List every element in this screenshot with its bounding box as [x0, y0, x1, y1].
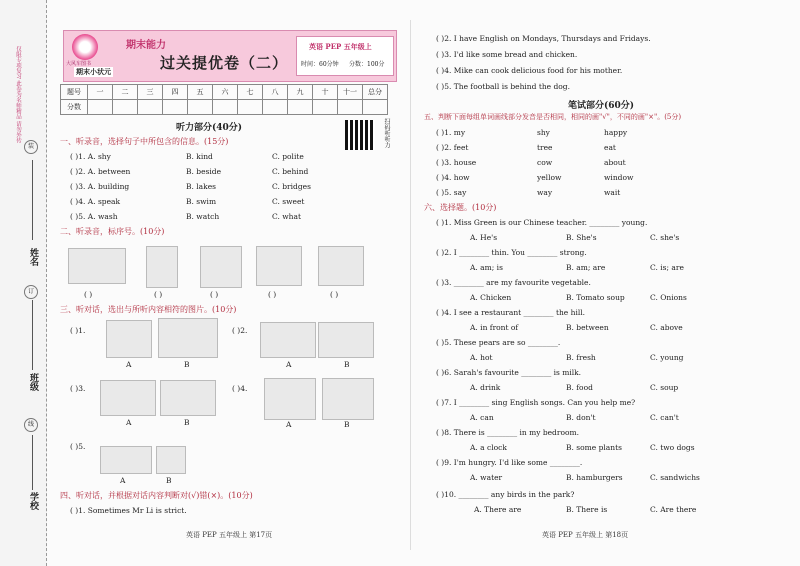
score-cell[interactable] — [263, 100, 288, 115]
logo-caption: 大风车图书 — [66, 61, 92, 67]
sec6-q5: ( )5. These pears are so ________. — [436, 338, 561, 347]
sec2-paren[interactable]: ( ) — [330, 290, 339, 299]
score-cell[interactable] — [188, 100, 213, 115]
qr-caption: 扫码听听力 — [383, 118, 390, 148]
sec4-q4: ( )4. Mike can cook delicious food for his mother. — [436, 66, 623, 75]
score-cell[interactable] — [288, 100, 313, 115]
sec1-q2-b: B. beside — [186, 167, 222, 176]
sec1-q4-c: C. sweet — [272, 197, 305, 206]
sec3-q3-picture-b — [160, 380, 216, 416]
sec6-q2: ( )2. I ________ thin. You ________ strong. — [436, 248, 587, 257]
page-footer-right: 英语 PEP 五年级上 第18页 — [542, 531, 629, 539]
sec3-q3-picture-a — [100, 380, 156, 416]
option-a-label: A — [286, 360, 292, 369]
score-col: 七 — [238, 85, 263, 100]
score-cell[interactable] — [88, 100, 113, 115]
sec6-q1-c: C. she's — [650, 233, 680, 242]
section-6-title: 六、选择题。(10分) — [424, 203, 497, 212]
sec6-q2-b: B. am; are — [566, 263, 606, 272]
class-line — [32, 300, 33, 370]
sec5-q2: ( )2. feet — [436, 143, 469, 152]
sec5-q3: ( )3. house — [436, 158, 477, 167]
score-col: 二 — [113, 85, 138, 100]
sec3-q4-picture-a — [264, 378, 316, 420]
subject-label: 英语 PEP 五年级上 — [309, 42, 372, 51]
sec3-q1-picture-b — [158, 318, 218, 358]
qr-code-icon[interactable] — [345, 120, 375, 150]
sec6-q6: ( )6. Sarah's favourite ________ is milk. — [436, 368, 582, 377]
sec1-q1-b: B. kind — [186, 152, 213, 161]
sec5-q5: ( )5. say — [436, 188, 467, 197]
sec4-q3: ( )3. I'd like some bread and chicken. — [436, 50, 578, 59]
score-table — [60, 84, 388, 115]
score-col: 总分 — [363, 85, 388, 100]
score-col: 一 — [88, 85, 113, 100]
noodle-bowl-illustration — [256, 246, 302, 286]
sec6-q8-c: C. two dogs — [650, 443, 695, 452]
score-col: 四 — [163, 85, 188, 100]
class-label: 班级 — [28, 373, 38, 391]
sec6-q8-a: A. a clock — [470, 443, 507, 452]
seal-mark: 订 — [24, 285, 38, 299]
sec5-q3-b: cow — [537, 158, 553, 167]
sec6-q3-a: A. Chicken — [470, 293, 512, 302]
binding-gutter — [0, 0, 47, 566]
score-col: 八 — [263, 85, 288, 100]
sec5-q4: ( )4. how — [436, 173, 470, 182]
section-5-title: 五、判断下面每组单词画线部分发音是否相同，相同的画"√"，不同的画"×"。(5分) — [424, 113, 682, 121]
school-label: 学校 — [28, 492, 38, 510]
publisher-logo — [72, 34, 98, 60]
score-col: 六 — [213, 85, 238, 100]
section-4-title: 四、听对话，并根据对话内容判断对(√)错(×)。(10分) — [60, 491, 253, 500]
page-title: 过关提优卷（二） — [160, 54, 289, 72]
sec6-q3: ( )3. ________ are my favourite vegetable. — [436, 278, 591, 287]
sec6-q9-a: A. water — [470, 473, 503, 482]
sec6-q9-c: C. sandwichs — [650, 473, 700, 482]
series-badge: 期末小状元 — [76, 67, 111, 76]
sec6-q2-a: A. am; is — [470, 263, 503, 272]
option-b-label: B — [184, 418, 190, 427]
sec1-q4: ( )4. A. speak — [70, 197, 121, 206]
sec3-q2: ( )2. — [232, 326, 248, 335]
option-b-label: B — [166, 476, 172, 485]
sec3-q5: ( )5. — [70, 442, 86, 451]
sec3-q5-picture-b — [156, 446, 186, 474]
sec4-q1: ( )1. Sometimes Mr Li is strict. — [70, 506, 187, 515]
page-divider — [410, 20, 411, 550]
info-box — [296, 36, 394, 76]
sec6-q5-a: A. hot — [470, 353, 493, 362]
sec6-q5-c: C. young — [650, 353, 684, 362]
sec5-q4-c: window — [604, 173, 634, 182]
calendar-illustration — [318, 246, 364, 286]
score-cell[interactable] — [363, 100, 388, 115]
cube-shapes-illustration — [68, 248, 126, 284]
seal-mark: 装 — [24, 140, 38, 154]
sec6-q10: ( )10. ________ any birds in the park? — [436, 490, 575, 499]
score-cell[interactable] — [338, 100, 363, 115]
sec1-q3-c: C. bridges — [272, 182, 311, 191]
section-1-title: 一、听录音，选择句子中所包含的信息。(15分) — [60, 137, 229, 146]
sec2-paren[interactable]: ( ) — [268, 290, 277, 299]
gutter-promo: 仅限专项复习 此卷为名师精品 请勿外传 — [15, 46, 21, 143]
option-a-label: A — [286, 420, 292, 429]
score-cell[interactable] — [138, 100, 163, 115]
sec1-q2: ( )2. A. between — [70, 167, 131, 176]
sec5-q2-b: tree — [537, 143, 553, 152]
sec6-q6-c: C. soup — [650, 383, 679, 392]
sec1-q3-b: B. lakes — [186, 182, 216, 191]
sec3-q4-picture-b — [322, 378, 374, 420]
option-a-label: A — [120, 476, 126, 485]
score-table-head: 分数 — [61, 100, 88, 115]
sec2-paren[interactable]: ( ) — [210, 290, 219, 299]
sec6-q6-b: B. food — [566, 383, 593, 392]
sec6-q8: ( )8. There is ________ in my bedroom. — [436, 428, 579, 437]
sec1-q2-c: C. behind — [272, 167, 309, 176]
sec5-q1-c: happy — [604, 128, 628, 137]
score-cell[interactable] — [238, 100, 263, 115]
score-col: 五 — [188, 85, 213, 100]
sec1-q5-c: C. what — [272, 212, 301, 221]
sec2-paren[interactable]: ( ) — [84, 290, 93, 299]
score-col: 十 — [313, 85, 338, 100]
school-line — [32, 435, 33, 490]
option-b-label: B — [184, 360, 190, 369]
sec6-q2-c: C. is; are — [650, 263, 684, 272]
score-cell[interactable] — [313, 100, 338, 115]
written-title: 笔试部分(60分) — [568, 101, 635, 111]
sec2-paren[interactable]: ( ) — [154, 290, 163, 299]
seal-mark: 线 — [24, 418, 38, 432]
name-line — [32, 160, 33, 240]
sec6-q7-a: A. can — [470, 413, 494, 422]
sec6-q4-b: B. between — [566, 323, 609, 332]
option-b-label: B — [344, 420, 350, 429]
sec6-q8-b: B. some plants — [566, 443, 622, 452]
sec3-q2-picture-a — [260, 322, 316, 358]
sec1-q1-c: C. polite — [272, 152, 304, 161]
sec5-q4-b: yellow — [537, 173, 562, 182]
score-col: 三 — [138, 85, 163, 100]
sec4-q2: ( )2. I have English on Mondays, Thursdays and Fridays. — [436, 34, 651, 43]
sec6-q7-b: B. don't — [566, 413, 596, 422]
sec5-q5-b: way — [537, 188, 553, 197]
sec6-q10-a: A. There are — [474, 505, 522, 514]
score-cell[interactable] — [163, 100, 188, 115]
sec6-q4: ( )4. I see a restaurant ________ the hill. — [436, 308, 586, 317]
sec6-q1-b: B. She's — [566, 233, 597, 242]
option-b-label: B — [344, 360, 350, 369]
sec3-q4: ( )4. — [232, 384, 248, 393]
sec5-q1: ( )1. my — [436, 128, 466, 137]
time-label: 时间：60分钟 — [301, 61, 339, 68]
page-footer-left: 英语 PEP 五年级上 第17页 — [186, 531, 273, 539]
sec3-q3: ( )3. — [70, 384, 86, 393]
sec6-q3-c: C. Onions — [650, 293, 687, 302]
option-a-label: A — [126, 360, 132, 369]
sec6-q1: ( )1. Miss Green is our Chinese teacher. ________ young. — [436, 218, 648, 227]
person-illustration — [146, 246, 178, 288]
sec5-q2-c: eat — [604, 143, 616, 152]
sec6-q7: ( )7. I ________ sing English songs. Can you help me? — [436, 398, 636, 407]
score-cell[interactable] — [113, 100, 138, 115]
sec1-q5-b: B. watch — [186, 212, 220, 221]
sec1-q5: ( )5. A. wash — [70, 212, 118, 221]
sec6-q1-a: A. He's — [470, 233, 498, 242]
sec6-q9-b: B. hamburgers — [566, 473, 623, 482]
score-cell[interactable] — [213, 100, 238, 115]
sec6-q4-a: A. in front of — [470, 323, 519, 332]
score-label: 分数：100分 — [349, 61, 385, 68]
sec3-q1-picture-a — [106, 320, 152, 358]
listening-title: 听力部分(40分) — [176, 123, 243, 133]
sec5-q1-b: shy — [537, 128, 550, 137]
sec6-q4-c: C. above — [650, 323, 683, 332]
sec1-q3: ( )3. A. building — [70, 182, 130, 191]
sec5-q3-c: about — [604, 158, 626, 167]
sec1-q4-b: B. swim — [186, 197, 217, 206]
score-col: 九 — [288, 85, 313, 100]
sec6-q7-c: C. can't — [650, 413, 679, 422]
sec6-q3-b: B. Tomato soup — [566, 293, 625, 302]
sec6-q5-b: B. fresh — [566, 353, 596, 362]
sec5-q5-c: wait — [604, 188, 621, 197]
name-label: 姓名 — [28, 248, 38, 266]
sec3-q5-picture-a — [100, 446, 152, 474]
score-table-head: 题号 — [61, 85, 88, 100]
sec1-q1: ( )1. A. shy — [70, 152, 111, 161]
sec6-q6-a: A. drink — [470, 383, 501, 392]
sec4-q5: ( )5. The football is behind the dog. — [436, 82, 570, 91]
score-col: 十一 — [338, 85, 363, 100]
house-illustration — [200, 246, 242, 288]
section-2-title: 二、听录音，标序号。(10分) — [60, 227, 165, 236]
sec3-q1: ( )1. — [70, 326, 86, 335]
sec6-q10-c: C. Are there — [650, 505, 697, 514]
option-a-label: A — [126, 418, 132, 427]
sec3-q2-picture-b — [318, 322, 374, 358]
sec6-q10-b: B. There is — [566, 505, 608, 514]
section-3-title: 三、听对话，选出与所听内容相符的图片。(10分) — [60, 305, 237, 314]
sec6-q9: ( )9. I'm hungry. I'd like some ________. — [436, 458, 583, 467]
series-label: 期末能力 — [126, 40, 166, 51]
